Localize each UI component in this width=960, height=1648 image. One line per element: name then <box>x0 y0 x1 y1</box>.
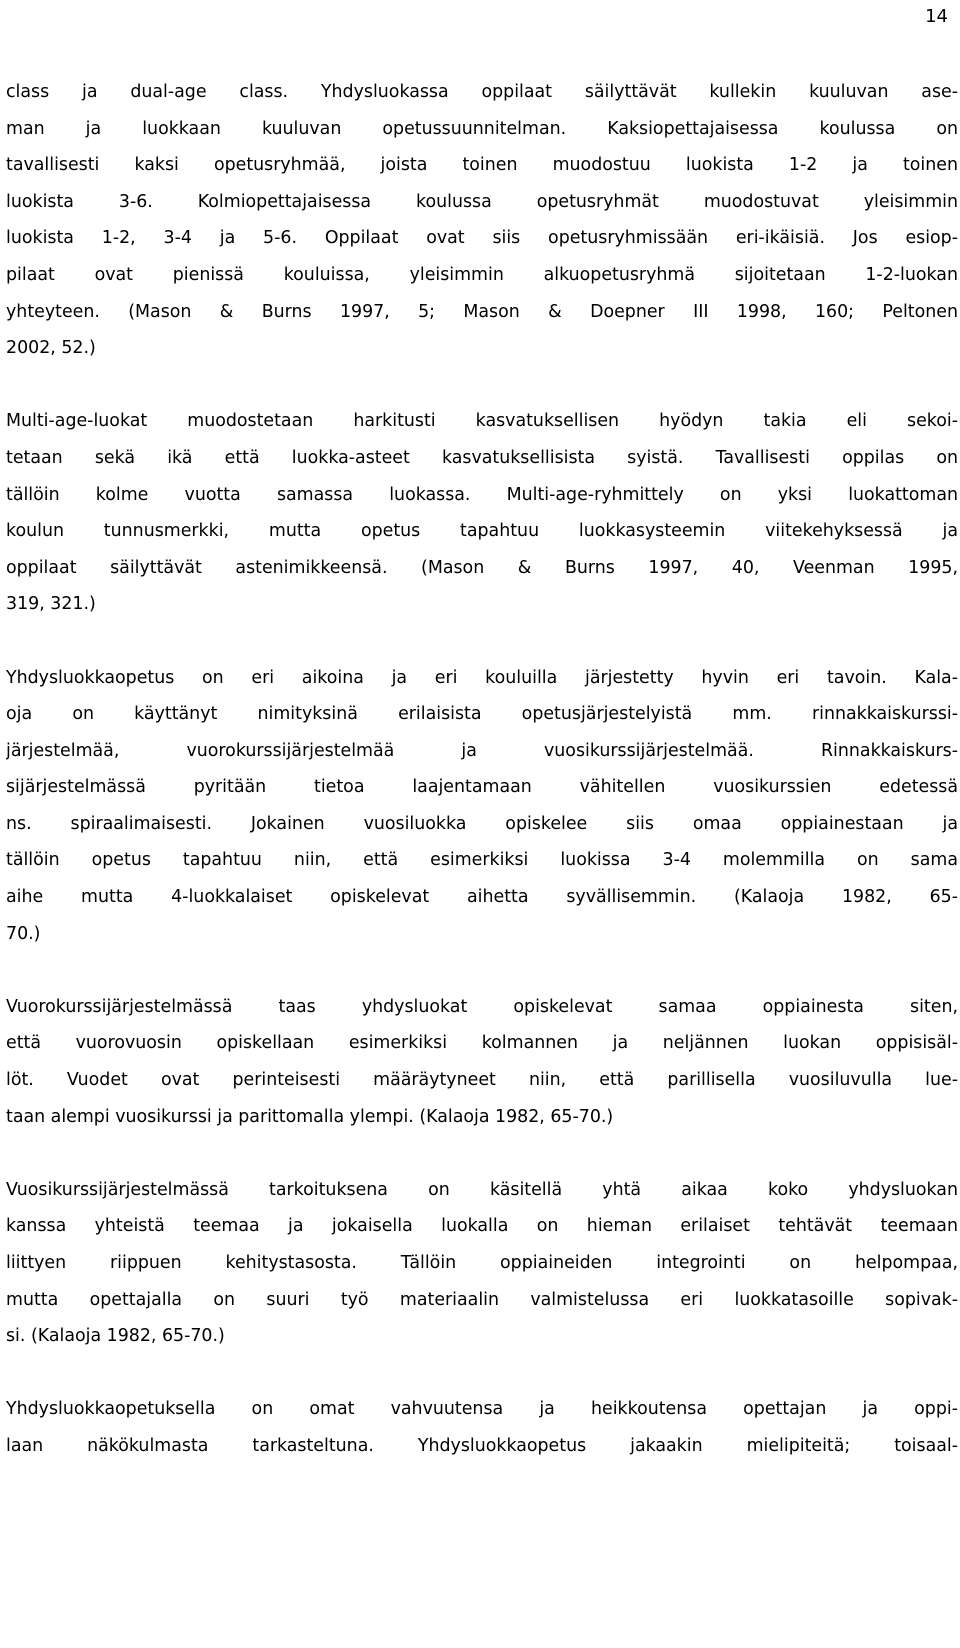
body-text <box>6 74 958 1501</box>
paragraph <box>6 1391 958 1464</box>
paragraph <box>6 989 958 1135</box>
paragraph <box>6 403 958 623</box>
text-line: yhteyteen. (Mason & Burns 1997, 5; Mason & Doepner III 1998, 160; Peltonen <box>6 301 958 322</box>
text-line: si. (Kalaoja 1982, 65-70.) <box>6 1326 225 1347</box>
text-line: mutta opettajalla on suuri työ materiaalin valmistelussa eri luokkatasoille sopivak- <box>6 1289 958 1310</box>
text-line: että vuorovuosin opiskellaan esimerkiksi kolmannen ja neljännen luokan oppisisäl- <box>6 1033 958 1054</box>
text-line: 70.) <box>6 923 41 944</box>
text-line: Yhdysluokkaopetus on eri aikoina ja eri kouluilla järjestetty hyvin eri tavoin. Kala- <box>6 667 958 688</box>
text-line: Multi-age-luokat muodostetaan harkitusti kasvatuksellisen hyödyn takia eli sekoi- <box>6 411 958 432</box>
page-number: 14 <box>925 6 948 27</box>
text-line: koulun tunnusmerkki, mutta opetus tapahtuu luokkasysteemin viitekehyksessä ja <box>6 521 958 542</box>
text-line: 319, 321.) <box>6 594 96 615</box>
text-line: pilaat ovat pienissä kouluissa, yleisimmin alkuopetusryhmä sijoitetaan 1-2-luokan <box>6 264 958 285</box>
text-line: luokista 3-6. Kolmiopettajaisessa koulussa opetusryhmät muodostuvat yleisimmin <box>6 191 958 212</box>
text-line: oppilaat säilyttävät astenimikkeensä. (Mason & Burns 1997, 40, Veenman 1995, <box>6 557 958 578</box>
text-line: Vuorokurssijärjestelmässä taas yhdysluokat opiskelevat samaa oppiainesta siten, <box>6 996 958 1017</box>
text-line: taan alempi vuosikurssi ja parittomalla ylempi. (Kalaoja 1982, 65-70.) <box>6 1106 614 1127</box>
text-line: löt. Vuodet ovat perinteisesti määräytyneet niin, että parillisella vuosiluvulla lue- <box>6 1070 958 1091</box>
text-line: oja on käyttänyt nimityksinä erilaisista opetusjärjestelyistä mm. rinnakkaiskurssi- <box>6 704 958 725</box>
text-line: tavallisesti kaksi opetusryhmää, joista toinen muodostuu luokista 1-2 ja toinen <box>6 155 958 176</box>
text-line: 2002, 52.) <box>6 338 96 359</box>
paragraph <box>6 1172 958 1355</box>
text-line: Vuosikurssijärjestelmässä tarkoituksena on käsitellä yhtä aikaa koko yhdysluokan <box>6 1179 958 1200</box>
text-line: tällöin kolme vuotta samassa luokassa. Multi-age-ryhmittely on yksi luokattoman <box>6 484 958 505</box>
text-line: kanssa yhteistä teemaa ja jokaisella luokalla on hieman erilaiset tehtävät teemaan <box>6 1216 958 1237</box>
text-line: liittyen riippuen kehitystasosta. Tällöin oppiaineiden integrointi on helpompaa, <box>6 1253 958 1273</box>
text-line: tällöin opetus tapahtuu niin, että esimerkiksi luokissa 3-4 molemmilla on sama <box>6 850 958 871</box>
text-line: aihe mutta 4-luokkalaiset opiskelevat aihetta syvällisemmin. (Kalaoja 1982, 65- <box>6 887 958 908</box>
text-line: laan näkökulmasta tarkasteltuna. Yhdysluokkaopetus jakaakin mielipiteitä; toisaal- <box>6 1435 958 1456</box>
text-line: ns. spiraalimaisesti. Jokainen vuosiluokka opiskelee siis omaa oppiainestaan ja <box>6 813 958 834</box>
paragraph <box>6 660 958 953</box>
text-line: man ja luokkaan kuuluvan opetussuunnitelman. Kaksiopettajaisessa koulussa on <box>6 118 958 139</box>
paragraph <box>6 74 958 367</box>
text-line: sijärjestelmässä pyritään tietoa laajentamaan vähitellen vuosikurssien edetessä <box>6 777 958 798</box>
text-line: class ja dual-age class. Yhdysluokassa oppilaat säilyttävät kullekin kuuluvan ase- <box>6 82 958 102</box>
text-line: Yhdysluokkaopetuksella on omat vahvuutensa ja heikkoutensa opettajan ja oppi- <box>6 1399 958 1420</box>
text-line: järjestelmää, vuorokurssijärjestelmää ja vuosikurssijärjestelmää. Rinnakkaiskurs- <box>6 740 958 761</box>
text-line: tetaan sekä ikä että luokka-asteet kasvatuksellisista syistä. Tavallisesti oppilas on <box>6 447 958 468</box>
text-line: luokista 1-2, 3-4 ja 5-6. Oppilaat ovat siis opetusryhmissään eri-ikäisiä. Jos esiop- <box>6 228 958 249</box>
